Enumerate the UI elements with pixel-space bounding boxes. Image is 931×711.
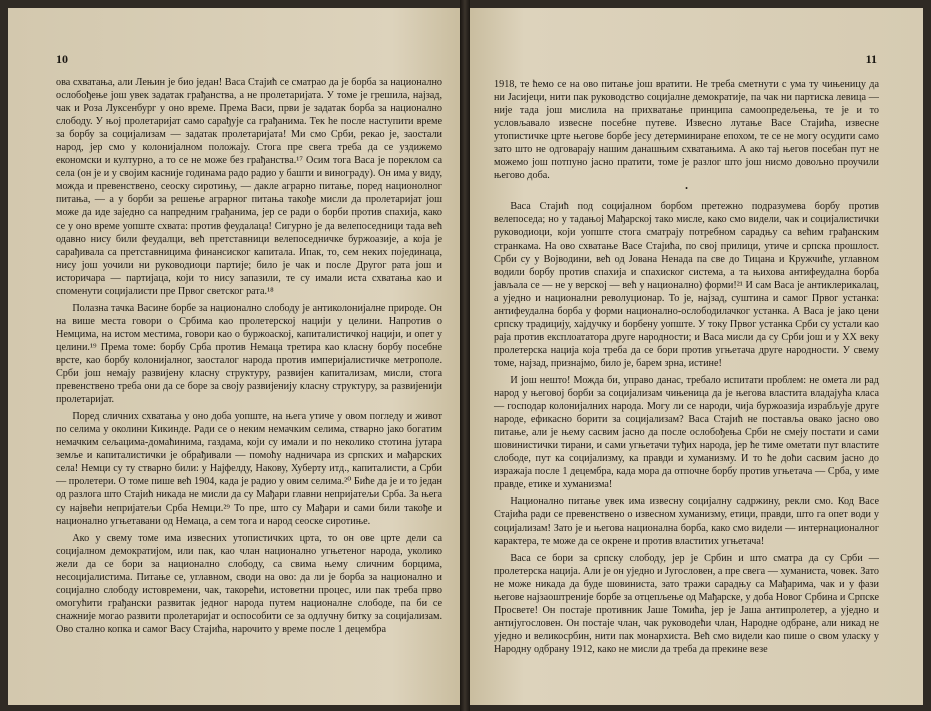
paragraph: ова схватања, али Лењин је био један! Васа Стајић се сматрао да је борба за национално ослобођење још увек задатак грађанства, а не пролетаријата. У томе је грешила, најзад, чак и Роза Луксенбург у оно време. Према Васи, први је задатак борба за национално слободу. У њој пролетаријат само сарађује са грађанима. Тек he после наступити време за борбу за социјализам — задатак пролетаријата! Ми смо Срби, рекао је, заостали народ, јер смо у колонијалном положају. Стога пре свега треба да се уздижемо економски и културно, а то се не може без грађанства.¹⁷ Осим тога Васа је пореклом са села (он је и у својим касније годинама радо радио у башти и винограду). Он има у виду, можда и превенствено, сеоску сиротињу, — дакле аграрно питање, поред национолног питања, — а у борби за решење аграрног питања такође мисли да пролетаријат још може да иде заједно са напредним грађанима, јер се ради о борби против спахија, како се у оно време уопште схвата: против феудалаца! Сигурно је да велепоседници тада већ одавно нису били феудалци, већ претставници велепоседничке буржоазије, а која је сарађивала са претставницима финансиског капитала. Ипак, то, сем неких појединаца, нису још уочили ни руководиоци партије; било је чак и после Другог рата још и историчара — партијаца, који то нису запазили, те су имали иста схватања као и споменути социјалисти пре Првог светског рата.¹⁸: [56, 77, 442, 297]
paragraph: Васа се бори за српску слободу, јер је Србин и што сматра да су Срби — пролетерска нација. Али је он уједно и Југословен, а пре свега — хуманиста, човек. Зато не може никада да буде шовиниста, зато тражи сарадњу са Мађарима, чак и у фази његове најзаоштреније борбе за отцепљење од Мађарске, у доба Новог Србина и Српске Просвете! Он постаје противник Јаше Томића, јер је Јаша антипролетер, а уједно и антијугословен. Он постаје члан, чак руководећи члан, Народне одбране, али никад не уједно и великосрбин, нити пак монархиста. Већ смо видели као пише о свом уласку у Народну одбрану 1912, како не мисли да треба да прекине везе: [494, 552, 879, 655]
book-gutter: [460, 0, 470, 711]
paragraph: Поред сличних схватања у оно доба уопште, на њега утиче у овом погледу и живот по селима у околини Кикинде. Ради се о неким немачким селима, стварно јако богатим немачким сељацима-домаћинима, газдама, који су имали и по неколико стотина јутара земље и капиталистички је обрађивали — помоћу надничара из српских и мађарских села! Немци су ту стварно били: у Најфелду, Накову, Хуберту итд., капиталисти, а Срби — пролетери. О томе пише већ 1904, када је радио у овим селима.²⁰ Биће да је и то један од разлога што Стајић никада не мисли да су Мађари главни непријатељи Срба. За њега су највећи непријатељи Срба Немци.²⁹ То пре, што су Мађари и сами били такође и национално угњетавани од Немаца, а сем тога и народ сеоске сиротиње.: [56, 411, 442, 527]
left-page-body: [56, 76, 442, 636]
paragraph: Полазна тачка Васине борбе за национално слободу је антиколонијалне природе. Он на више места говори о Србима као пролетерској нацији у целини. Напротив о Немцима, на истом местима, говори као о буржоаској, капиталистичкој нацији, и опет у целини.¹⁹ Према томе: борбу Срба против Немаца третира као класну борбу посебне врсте, као борбу колонијалног, заосталог народа против империјалистичке метрополе. Срби још немају развијену класну структуру, развијен капитализам, мисли, стога превенствено треба они да се боре за своју развијенију класну структуру, за развијенији пролетаријат.: [56, 302, 442, 406]
left-page: [8, 8, 460, 705]
right-page-body: [494, 78, 879, 656]
paragraph: И још нешто! Можда би, управо данас, требало испитати проблем: не омета ли рад народ у његовој борби за социјализам чињеница да је његова властита владајућа класа — господар колонијалних народа. Могу ли се народи, чија буржоазија израбљује друге народе, ефикасно борити за социјализам? Васа Стајић не поставља овако јасно ово питање, али је њему сасвим јасно да после ослобођења Срби не смеју постати и сами шовинистички тирани, и сами угњетачи туђих народа, јер ће тиме ометати пут властите слободе, пут ка социјализму, ка правди и хуманизму. И то ће доћи сасвим јасно до изражаја после 1 децембра, када мора да отпочне борбу против угњетача — Срба, у име правде, етике и хуманизма!: [494, 374, 879, 491]
section-separator: •: [685, 184, 688, 194]
paragraph: Васа Стајић под социјалном борбом претежно подразумева борбу против велепоседа; но у тадањој Мађарској тако мисле, како смо видели, чак и социјалистички руководиоци, који уопште стога сматрају потребном сарадњу са већим грађанским странкама. На ово схватање Васе Стајића, по свој прилици, утиче и српска прошлост. Срби су у Војводини, већ од Јована Ненада па све до Тицана и Кружчиће, углавном водили борбу против спахија и спахиског система, а та њихова антифеудална борба јављала се — не у верској — већ у национално) форми!²¹ И сам Васа је антиклерикалац, а уједно и национални револуционар. То је, најзад, суштина и самог Првог устанка: антифеудална борба у форми национално-ослободилачког устанка. А Васа је јако цени српску традицију, хајдучку и борбену уопште. У току Првог устанка Срби су устали као раја против експлоататора друге народности; и Васа мисли да су Срби још и у XX веку пролетерска нација која треба да се бори против угњетача друге народности. У свему томе, најзад, признајмо, било је, барем зрна, истине!: [494, 201, 879, 369]
paragraph: Ако у свему томе има извесних утопистичких црта, то он ове црте дели са социјалном демократијом, или пак, као члан национално угњетеног народа, уколико жели да се бори за национално слободу, са свима њему сличним борцима, несоцијалистима. Питање се, углавном, своди на ово: да ли је борба за национално и социјално слободу истовремени, чак, такорећи, истоветни процес, или пак треба прво омогућити грађански развитак једног народа путем националне слободе, па би се снажније могао развити пролетаријат и оспособити се за одлучну битку за социјализам. Ово стално копка и самог Васу Стајића, нарочито у време после 1 децембра: [56, 532, 442, 635]
page-number-right: 11: [865, 52, 877, 66]
right-page: [470, 8, 923, 705]
paragraph: 1918, те ћемо се на ово питање још вратити. Не треба сметнути с ума ту чињеницу да ни Јасијеци, нити пак руководство социјалне демократије, па чак ни партиска левица — није тада још мислила на прихватање принципа самоопредељења, те је и то условљавало извесне посебне путеве. Извесно лутање Васе Стајића, извесне утопистичке црте његове борбе јесу детерминиране епохом, те се не могу осудити само зато што не одговарају нашим данашњим схватањима. А ако тај његов посебан пут не можемо још потпуно јасно пратити, томе је разлог што још нисмо довољно проучили његово доба.: [494, 79, 879, 182]
paragraph: Национално питање увек има извесну социјалну садржину, рекли смо. Код Васе Стајића ради се превенствено о извесном хуманизму, етици, правди, што га опет води у социјализам! Зато је и његова национална борба, како смо видели — интернационалног карактера, те може да се окрене и против властитих угњетача!: [494, 496, 879, 547]
page-number-left: 10: [56, 52, 68, 66]
